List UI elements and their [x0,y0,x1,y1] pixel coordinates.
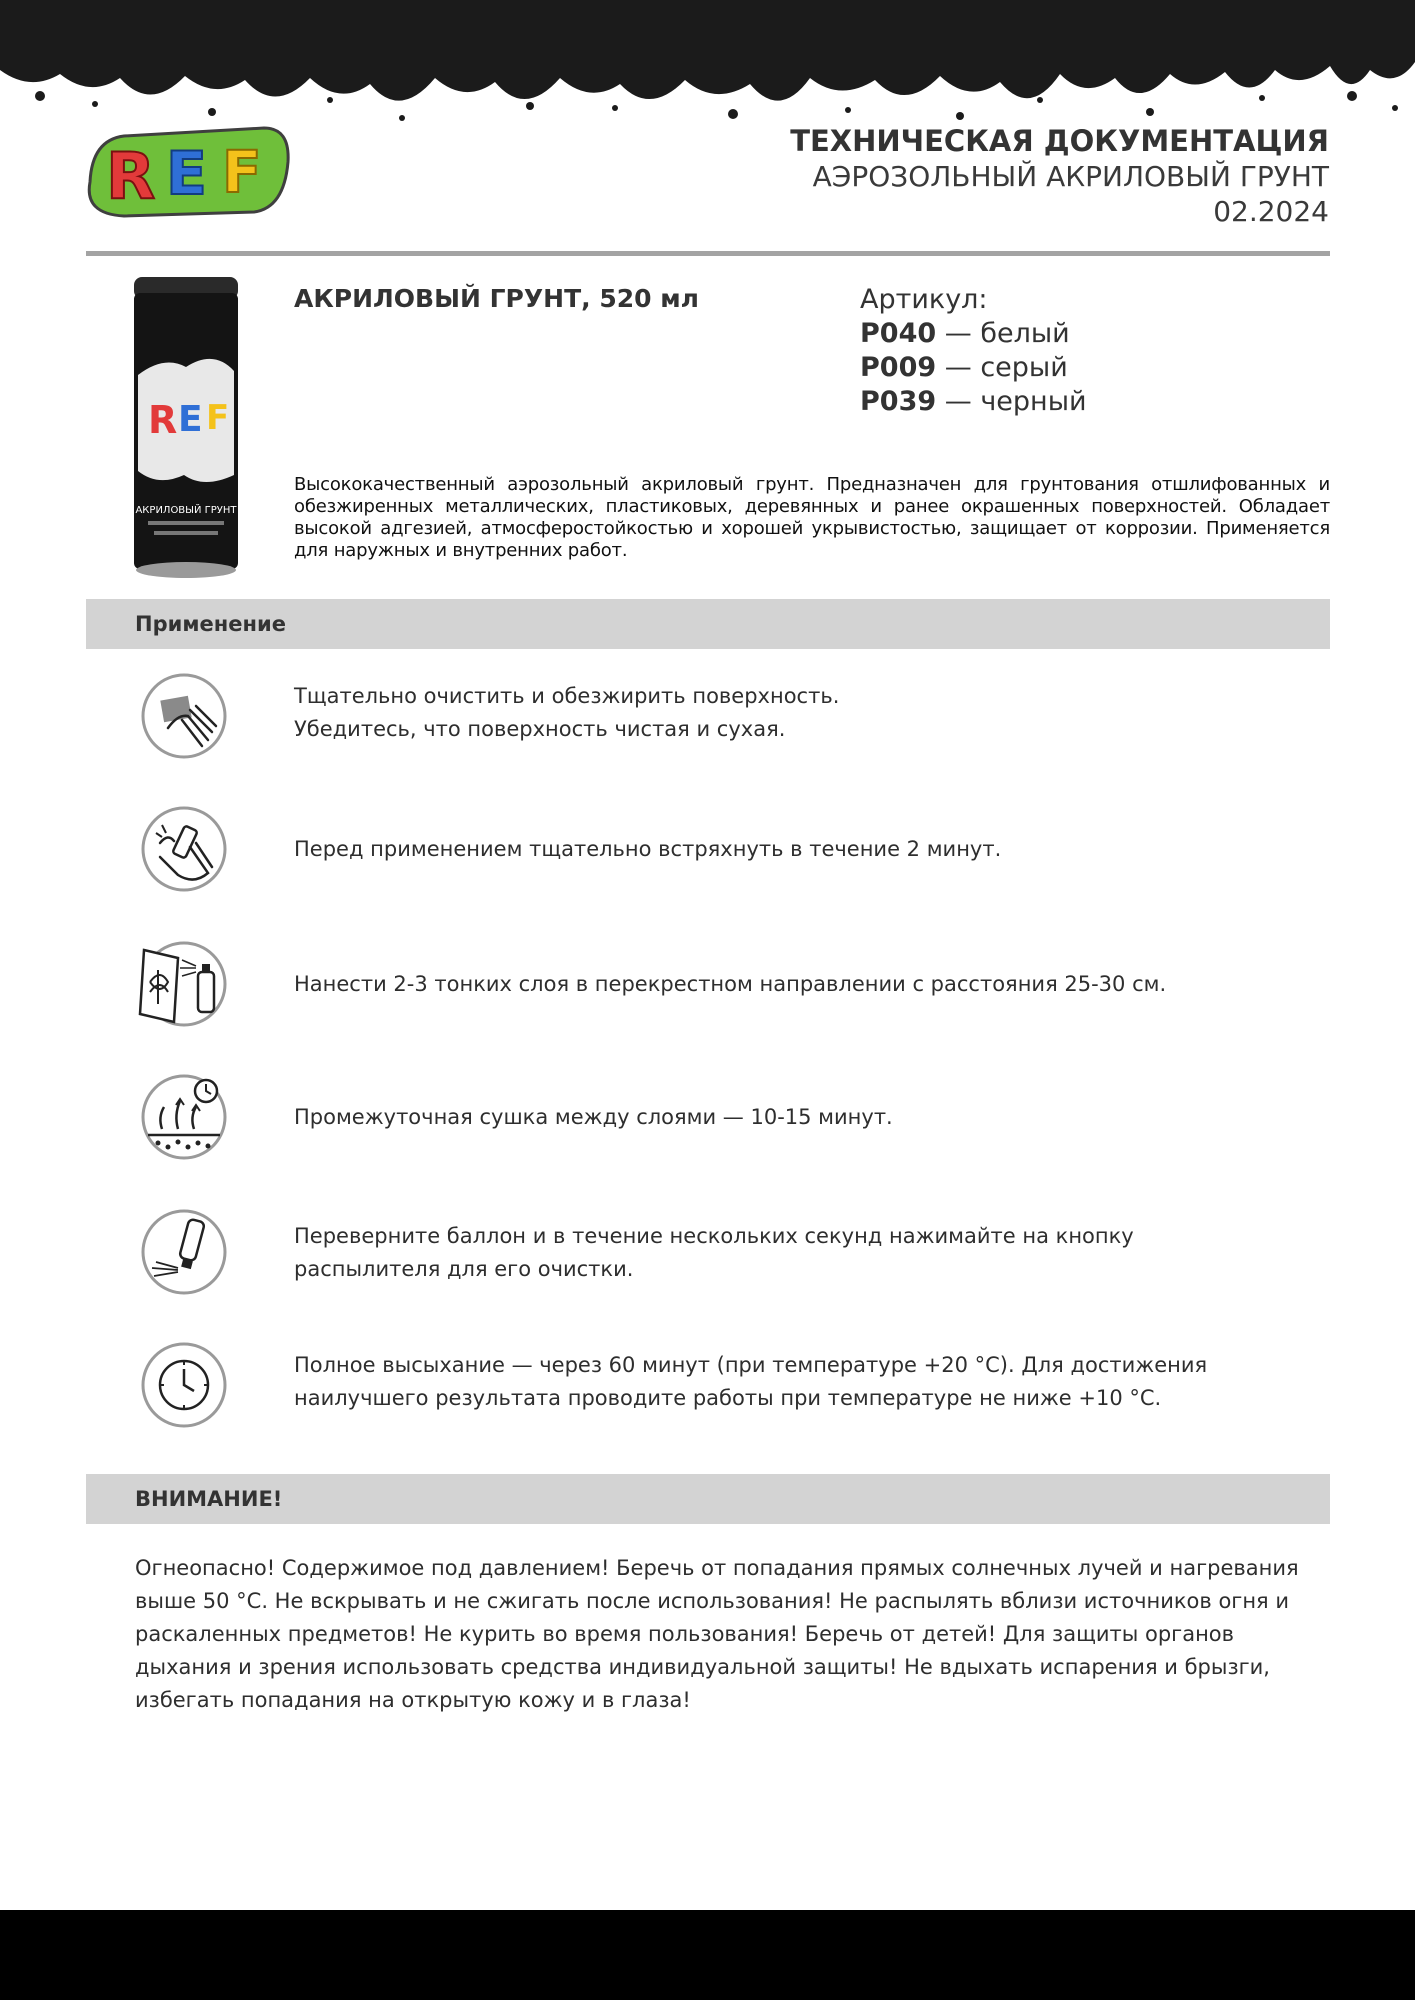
svg-text:R: R [106,140,156,214]
variant-color: — серый [944,352,1068,383]
paint-splash-header [0,0,1415,130]
document-subtitle: АЭРОЗОЛЬНЫЙ АКРИЛОВЫЙ ГРУНТ [812,160,1329,193]
step-text: Тщательно очистить и обезжирить поверхность. Убедитесь, что поверхность чистая и сухая. [294,684,840,741]
step-text: Нанести 2-3 тонких слоя в перекрестном направлении с расстояния 25-30 см. [294,972,1167,996]
shake-can-icon [138,803,230,895]
svg-text:E: E [166,139,207,209]
article-variant [860,351,1087,385]
product-description: Высококачественный аэрозольный акриловый грунт. Предназначен для грунтования отшлифованных и обезжиренных металлических, пластиковых, деревянных и ранее окрашенных поверхностей. Обладает высокой адгезией, атмосферостойкостью и хорошей укрывистостью, защищает от коррозии. Применяется для наружных и внутренних работ. [294,474,1330,561]
article-label: Артикул: [860,284,988,315]
document-header [790,124,1329,229]
document-title: ТЕХНИЧЕСКАЯ ДОКУМЕНТАЦИЯ [790,124,1329,158]
drying-time-icon [138,1071,230,1163]
article-variant [860,317,1087,351]
svg-text:F: F [222,138,262,206]
variant-color: — белый [944,318,1070,349]
product-title: АКРИЛОВЫЙ ГРУНТ, 520 мл [294,284,699,313]
header-divider [86,251,1330,256]
wipe-surface-icon [138,670,230,762]
document-date: 02.2024 [1213,195,1329,228]
variant-color: — черный [944,386,1087,417]
footer-band [0,1910,1415,2000]
usage-section-header [86,599,1330,649]
invert-can-icon [138,1206,230,1298]
variant-code: P009 [860,352,937,383]
warning-section-header [86,1474,1330,1524]
step-text: Промежуточная сушка между слоями — 10-15 минут. [294,1105,893,1129]
variant-code: P040 [860,318,937,349]
spray-can-image [134,275,238,580]
svg-text:F: F [206,398,230,438]
step-text: Полное высыхание — через 60 минут (при температуре +20 °С). Для достижения наилучшего результата проводите работы при температуре не ниже +10 °С. [294,1353,1208,1410]
warning-text: Огнеопасно! Содержимое под давлением! Беречь от попадания прямых солнечных лучей и нагревания выше 50 °С. Не вскрывать и не сжигать после использования! Не распылять вблизи источников огня и раскаленных предметов! Не курить во время пользования! Беречь от детей! Для защиты органов дыхания и зрения использовать средства индивидуальной защиты! Не вдыхать испарения и брызги, избегать попадания на открытую кожу и в глаза! [135,1556,1299,1712]
warning-heading: ВНИМАНИЕ! [135,1487,283,1511]
spray-cross-icon [138,938,230,1030]
article-variant [860,385,1087,419]
variant-code: P039 [860,386,937,417]
clock-icon [138,1339,230,1431]
ref-logo [84,122,290,220]
can-label: АКРИЛОВЫЙ ГРУНТ [135,505,237,516]
svg-text:R: R [148,398,178,442]
step-text: Перед применением тщательно встряхнуть в течение 2 минут. [294,837,1002,861]
article-block [860,283,1087,419]
step-text: Переверните баллон и в течение нескольких секунд нажимайте на кнопку распылителя для его очистки. [294,1224,1134,1281]
usage-heading: Применение [135,612,286,636]
svg-text:E: E [178,399,203,440]
